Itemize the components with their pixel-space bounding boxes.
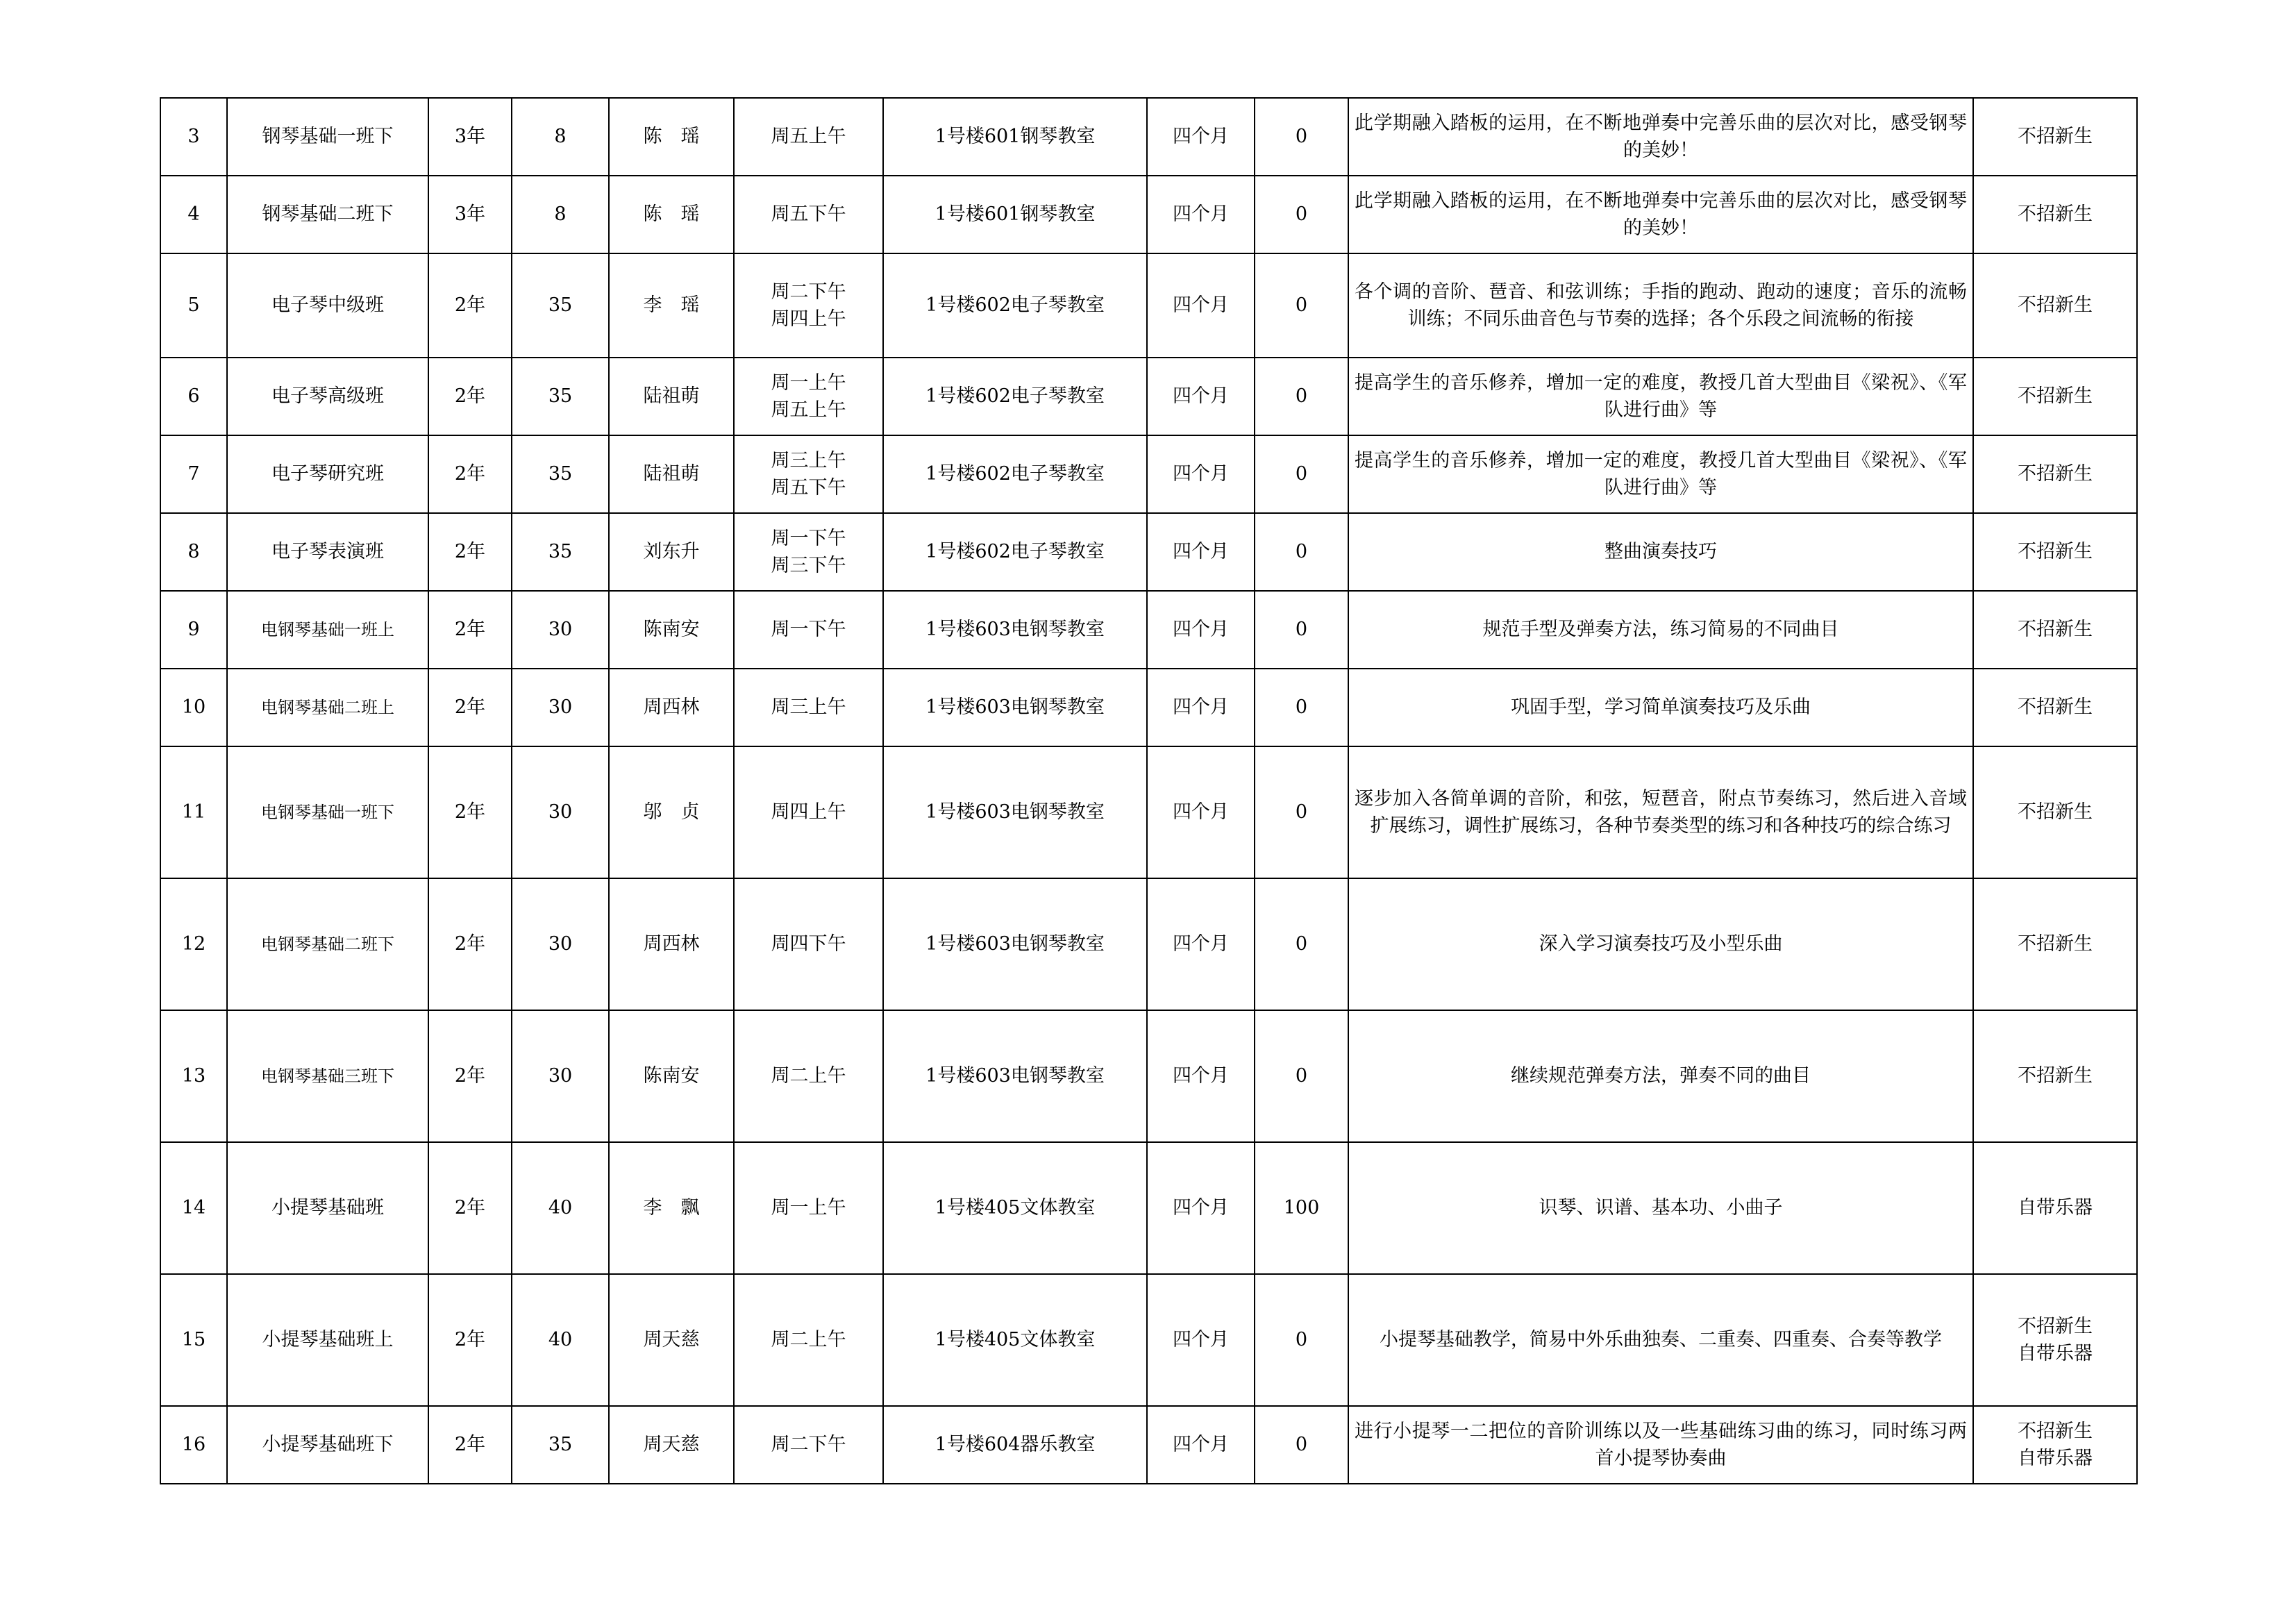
cell-teacher: 邬 贞 <box>609 746 734 878</box>
table-row <box>160 669 2137 746</box>
cell-study-years: 2年 <box>428 746 512 878</box>
note-line: 不招新生 <box>2018 1420 2093 1442</box>
cell-teacher: 陈 瑶 <box>609 98 734 176</box>
cell-classroom: 1号楼405文体教室 <box>883 1274 1147 1406</box>
cell-note <box>1973 746 2137 878</box>
cell-duration: 四个月 <box>1147 513 1255 591</box>
cell-description: 规范手型及弹奏方法，练习简易的不同曲目 <box>1348 591 1973 669</box>
cell-study-years: 2年 <box>428 358 512 435</box>
cell-duration: 四个月 <box>1147 1010 1255 1142</box>
cell-class-time <box>734 591 883 669</box>
cell-classroom: 1号楼602电子琴教室 <box>883 253 1147 358</box>
cell-capacity: 8 <box>512 176 609 253</box>
cell-class-name: 电子琴高级班 <box>227 358 428 435</box>
cell-capacity: 30 <box>512 746 609 878</box>
cell-classroom: 1号楼603电钢琴教室 <box>883 669 1147 746</box>
class-time-line: 周一下午 <box>771 619 846 641</box>
cell-class-time <box>734 746 883 878</box>
cell-fee: 100 <box>1255 1142 1348 1274</box>
cell-teacher: 李 飘 <box>609 1142 734 1274</box>
cell-study-years: 2年 <box>428 591 512 669</box>
cell-serial-number: 12 <box>160 878 227 1010</box>
class-time-line: 周一上午 <box>771 371 846 394</box>
cell-teacher: 陆祖萌 <box>609 358 734 435</box>
cell-study-years: 2年 <box>428 1406 512 1484</box>
cell-fee: 0 <box>1255 1406 1348 1484</box>
cell-serial-number: 6 <box>160 358 227 435</box>
cell-class-time <box>734 669 883 746</box>
cell-fee: 0 <box>1255 669 1348 746</box>
cell-description: 整曲演奏技巧 <box>1348 513 1973 591</box>
cell-capacity: 35 <box>512 435 609 513</box>
cell-description: 深入学习演奏技巧及小型乐曲 <box>1348 878 1973 1010</box>
cell-classroom: 1号楼601钢琴教室 <box>883 98 1147 176</box>
cell-capacity: 30 <box>512 1010 609 1142</box>
cell-capacity: 30 <box>512 669 609 746</box>
class-time-line: 周二上午 <box>771 1065 846 1087</box>
cell-class-name: 电钢琴基础三班下 <box>227 1010 428 1142</box>
class-time-line: 周一下午 <box>771 527 846 549</box>
note-line: 不招新生 <box>2018 801 2093 823</box>
table-row <box>160 176 2137 253</box>
table-row <box>160 1406 2137 1484</box>
cell-serial-number: 7 <box>160 435 227 513</box>
cell-note <box>1973 669 2137 746</box>
class-time-line: 周三下午 <box>771 555 846 576</box>
note-line: 不招新生 <box>2018 933 2093 955</box>
cell-description: 此学期融入踏板的运用，在不断地弹奏中完善乐曲的层次对比，感受钢琴的美妙！ <box>1348 176 1973 253</box>
cell-serial-number: 3 <box>160 98 227 176</box>
cell-class-name: 电钢琴基础一班上 <box>227 591 428 669</box>
cell-fee: 0 <box>1255 176 1348 253</box>
cell-note <box>1973 513 2137 591</box>
cell-duration: 四个月 <box>1147 176 1255 253</box>
cell-duration: 四个月 <box>1147 358 1255 435</box>
cell-study-years: 3年 <box>428 176 512 253</box>
cell-note <box>1973 435 2137 513</box>
cell-class-time <box>734 176 883 253</box>
table-row <box>160 358 2137 435</box>
cell-description: 提高学生的音乐修养，增加一定的难度，教授几首大型曲目《梁祝》、《军队进行曲》等 <box>1348 435 1973 513</box>
cell-study-years: 2年 <box>428 669 512 746</box>
cell-class-time <box>734 435 883 513</box>
cell-duration: 四个月 <box>1147 669 1255 746</box>
cell-teacher: 周西林 <box>609 669 734 746</box>
cell-note <box>1973 1274 2137 1406</box>
cell-class-time <box>734 878 883 1010</box>
course-schedule-table <box>160 97 2138 1484</box>
cell-class-name: 电子琴研究班 <box>227 435 428 513</box>
cell-description: 逐步加入各简单调的音阶，和弦，短琶音，附点节奏练习，然后进入音域扩展练习，调性扩展练习，各种节奏类型的练习和各种技巧的综合练习 <box>1348 746 1973 878</box>
cell-duration: 四个月 <box>1147 435 1255 513</box>
cell-class-name: 钢琴基础二班下 <box>227 176 428 253</box>
cell-serial-number: 10 <box>160 669 227 746</box>
cell-classroom: 1号楼603电钢琴教室 <box>883 1010 1147 1142</box>
cell-description: 提高学生的音乐修养，增加一定的难度，教授几首大型曲目《梁祝》、《军队进行曲》等 <box>1348 358 1973 435</box>
cell-class-name: 小提琴基础班上 <box>227 1274 428 1406</box>
cell-class-name: 电钢琴基础二班下 <box>227 878 428 1010</box>
cell-serial-number: 9 <box>160 591 227 669</box>
cell-duration: 四个月 <box>1147 253 1255 358</box>
cell-fee: 0 <box>1255 358 1348 435</box>
cell-class-name: 电钢琴基础一班下 <box>227 746 428 878</box>
note-line: 不招新生 <box>2018 1065 2093 1087</box>
cell-serial-number: 4 <box>160 176 227 253</box>
class-time-line: 周二下午 <box>771 1434 846 1456</box>
cell-classroom: 1号楼602电子琴教室 <box>883 358 1147 435</box>
cell-class-time <box>734 98 883 176</box>
cell-capacity: 30 <box>512 591 609 669</box>
cell-fee: 0 <box>1255 746 1348 878</box>
note-line: 不招新生 <box>2018 126 2093 148</box>
note-line: 不招新生 <box>2018 1315 2093 1337</box>
cell-study-years: 2年 <box>428 1142 512 1274</box>
cell-teacher: 陈南安 <box>609 1010 734 1142</box>
cell-fee: 0 <box>1255 591 1348 669</box>
cell-class-time <box>734 1010 883 1142</box>
cell-capacity: 35 <box>512 513 609 591</box>
cell-fee: 0 <box>1255 878 1348 1010</box>
cell-study-years: 3年 <box>428 98 512 176</box>
cell-serial-number: 11 <box>160 746 227 878</box>
cell-teacher: 周天慈 <box>609 1274 734 1406</box>
cell-classroom: 1号楼405文体教室 <box>883 1142 1147 1274</box>
class-time-line: 周一上午 <box>771 1197 846 1219</box>
cell-capacity: 35 <box>512 1406 609 1484</box>
class-time-line: 周三上午 <box>771 449 846 471</box>
cell-capacity: 35 <box>512 358 609 435</box>
cell-classroom: 1号楼602电子琴教室 <box>883 435 1147 513</box>
class-time-line: 周五下午 <box>771 203 846 226</box>
cell-fee: 0 <box>1255 253 1348 358</box>
cell-description: 进行小提琴一二把位的音阶训练以及一些基础练习曲的练习，同时练习两首小提琴协奏曲 <box>1348 1406 1973 1484</box>
cell-teacher: 刘东升 <box>609 513 734 591</box>
cell-duration: 四个月 <box>1147 1406 1255 1484</box>
cell-classroom: 1号楼601钢琴教室 <box>883 176 1147 253</box>
cell-serial-number: 14 <box>160 1142 227 1274</box>
note-line: 不招新生 <box>2018 696 2093 719</box>
cell-duration: 四个月 <box>1147 1142 1255 1274</box>
cell-capacity: 8 <box>512 98 609 176</box>
cell-duration: 四个月 <box>1147 1274 1255 1406</box>
note-line: 自带乐器 <box>2018 1197 2093 1219</box>
table-row <box>160 746 2137 878</box>
note-line: 不招新生 <box>2018 463 2093 485</box>
cell-class-name: 电子琴表演班 <box>227 513 428 591</box>
cell-serial-number: 5 <box>160 253 227 358</box>
cell-classroom: 1号楼603电钢琴教室 <box>883 591 1147 669</box>
cell-class-time <box>734 358 883 435</box>
cell-study-years: 2年 <box>428 513 512 591</box>
cell-note <box>1973 176 2137 253</box>
cell-class-name: 小提琴基础班 <box>227 1142 428 1274</box>
note-line: 不招新生 <box>2018 541 2093 563</box>
class-time-line: 周五下午 <box>771 477 846 499</box>
cell-teacher: 陈南安 <box>609 591 734 669</box>
class-time-line: 周四下午 <box>771 933 846 955</box>
cell-study-years: 2年 <box>428 1010 512 1142</box>
table-row <box>160 253 2137 358</box>
table-row <box>160 513 2137 591</box>
cell-capacity: 35 <box>512 253 609 358</box>
cell-serial-number: 13 <box>160 1010 227 1142</box>
class-time-line: 周二上午 <box>771 1329 846 1351</box>
cell-capacity: 30 <box>512 878 609 1010</box>
cell-study-years: 2年 <box>428 1274 512 1406</box>
cell-capacity: 40 <box>512 1142 609 1274</box>
cell-class-time <box>734 253 883 358</box>
cell-class-name: 钢琴基础一班下 <box>227 98 428 176</box>
class-time-line: 周五上午 <box>771 399 846 421</box>
table-row <box>160 1010 2137 1142</box>
cell-fee: 0 <box>1255 98 1348 176</box>
table-row <box>160 98 2137 176</box>
cell-study-years: 2年 <box>428 253 512 358</box>
cell-class-time <box>734 1142 883 1274</box>
cell-fee: 0 <box>1255 1010 1348 1142</box>
table-row <box>160 878 2137 1010</box>
cell-description: 此学期融入踏板的运用，在不断地弹奏中完善乐曲的层次对比，感受钢琴的美妙！ <box>1348 98 1973 176</box>
table-row <box>160 435 2137 513</box>
cell-teacher: 周西林 <box>609 878 734 1010</box>
cell-description: 继续规范弹奏方法，弹奏不同的曲目 <box>1348 1010 1973 1142</box>
cell-class-time <box>734 1274 883 1406</box>
cell-fee: 0 <box>1255 1274 1348 1406</box>
table-body <box>160 98 2137 1484</box>
note-line: 不招新生 <box>2018 294 2093 317</box>
cell-class-name: 电钢琴基础二班上 <box>227 669 428 746</box>
cell-note <box>1973 98 2137 176</box>
cell-class-time <box>734 1406 883 1484</box>
note-line: 不招新生 <box>2018 385 2093 408</box>
cell-duration: 四个月 <box>1147 98 1255 176</box>
cell-serial-number: 8 <box>160 513 227 591</box>
cell-study-years: 2年 <box>428 435 512 513</box>
class-time-line: 周二下午 <box>771 281 846 303</box>
cell-class-name: 小提琴基础班下 <box>227 1406 428 1484</box>
cell-capacity: 40 <box>512 1274 609 1406</box>
cell-class-time <box>734 513 883 591</box>
cell-duration: 四个月 <box>1147 746 1255 878</box>
cell-note <box>1973 253 2137 358</box>
note-line: 自带乐器 <box>2018 1343 2093 1364</box>
table-row <box>160 1274 2137 1406</box>
class-time-line: 周五上午 <box>771 126 846 148</box>
note-line: 不招新生 <box>2018 619 2093 641</box>
cell-classroom: 1号楼604器乐教室 <box>883 1406 1147 1484</box>
cell-serial-number: 16 <box>160 1406 227 1484</box>
note-line: 不招新生 <box>2018 203 2093 226</box>
class-time-line: 周四上午 <box>771 308 846 330</box>
note-line: 自带乐器 <box>2018 1448 2093 1469</box>
cell-duration: 四个月 <box>1147 591 1255 669</box>
cell-teacher: 陈 瑶 <box>609 176 734 253</box>
cell-note <box>1973 878 2137 1010</box>
cell-fee: 0 <box>1255 435 1348 513</box>
cell-teacher: 周天慈 <box>609 1406 734 1484</box>
cell-description: 小提琴基础教学，简易中外乐曲独奏、二重奏、四重奏、合奏等教学 <box>1348 1274 1973 1406</box>
cell-description: 识琴、识谱、基本功、小曲子 <box>1348 1142 1973 1274</box>
cell-fee: 0 <box>1255 513 1348 591</box>
cell-note <box>1973 1010 2137 1142</box>
cell-note <box>1973 1406 2137 1484</box>
cell-class-name: 电子琴中级班 <box>227 253 428 358</box>
cell-teacher: 陆祖萌 <box>609 435 734 513</box>
cell-classroom: 1号楼603电钢琴教室 <box>883 878 1147 1010</box>
cell-note <box>1973 1142 2137 1274</box>
class-time-line: 周三上午 <box>771 696 846 719</box>
cell-duration: 四个月 <box>1147 878 1255 1010</box>
class-time-line: 周四上午 <box>771 801 846 823</box>
cell-study-years: 2年 <box>428 878 512 1010</box>
table-row <box>160 1142 2137 1274</box>
cell-note <box>1973 591 2137 669</box>
cell-classroom: 1号楼603电钢琴教室 <box>883 746 1147 878</box>
cell-note <box>1973 358 2137 435</box>
cell-serial-number: 15 <box>160 1274 227 1406</box>
table-row <box>160 591 2137 669</box>
cell-description: 各个调的音阶、琶音、和弦训练；手指的跑动、跑动的速度；音乐的流畅训练；不同乐曲音色与节奏的选择；各个乐段之间流畅的衔接 <box>1348 253 1973 358</box>
cell-description: 巩固手型，学习简单演奏技巧及乐曲 <box>1348 669 1973 746</box>
cell-classroom: 1号楼602电子琴教室 <box>883 513 1147 591</box>
cell-teacher: 李 瑶 <box>609 253 734 358</box>
